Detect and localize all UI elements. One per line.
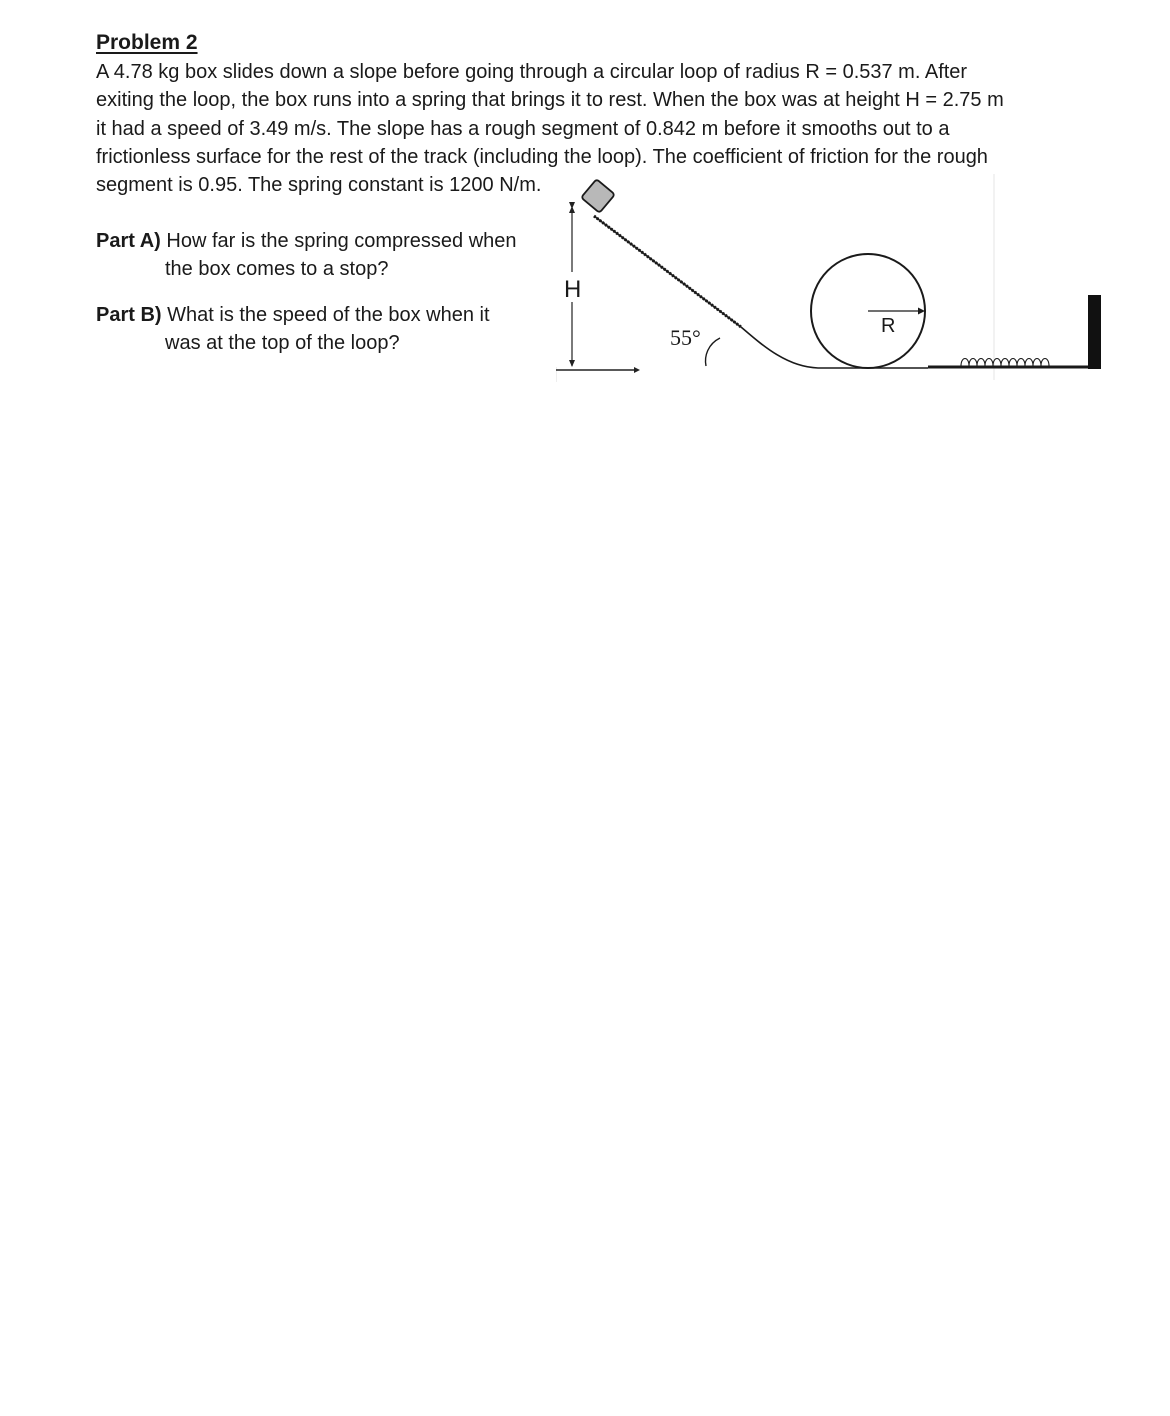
box (581, 179, 615, 213)
part-a-text-line1: How far is the spring compressed when (166, 230, 517, 252)
statement-line: exiting the loop, the box runs into a spring that brings it to rest. When the box was at height H = 2.75 m (96, 89, 1004, 112)
height-dimension (564, 206, 581, 366)
box-shape (581, 179, 615, 213)
track-diagram (556, 172, 1106, 384)
part-a-label: Part A) (96, 230, 161, 252)
part-a-text-line2: the box comes to a stop? (165, 258, 389, 280)
spring-wall (1088, 295, 1101, 369)
statement-line: segment is 0.95. The spring constant is 1200 N/m. (96, 174, 542, 197)
part-b-question (96, 301, 556, 357)
slope-curve (741, 327, 856, 368)
statement-line: A 4.78 kg box slides down a slope before going through a circular loop of radius R = 0.537 m. After (96, 61, 968, 83)
radius-label: R (881, 315, 896, 337)
height-label: H (564, 276, 582, 303)
part-b-text-line1: What is the speed of the box when it (167, 304, 490, 326)
part-a-question (96, 227, 556, 283)
slope (594, 216, 856, 368)
spring-coil (961, 359, 1049, 367)
ground-arrow-head (634, 367, 640, 373)
angle-arc (706, 338, 720, 366)
part-b-text-line2: was at the top of the loop? (165, 332, 400, 354)
problem-title: Problem 2 (96, 31, 198, 54)
slope-line (594, 216, 741, 327)
track-diagram-svg (556, 172, 1106, 384)
angle-label: 55° (670, 325, 701, 350)
statement-line: frictionless surface for the rest of the track (including the loop). The coefficient of friction for the rough (96, 145, 988, 168)
statement-line: it had a speed of 3.49 m/s. The slope has a rough segment of 0.842 m before it smooths out to a (96, 117, 950, 140)
part-b-label: Part B) (96, 304, 162, 326)
height-arrow-head-up (569, 206, 575, 213)
